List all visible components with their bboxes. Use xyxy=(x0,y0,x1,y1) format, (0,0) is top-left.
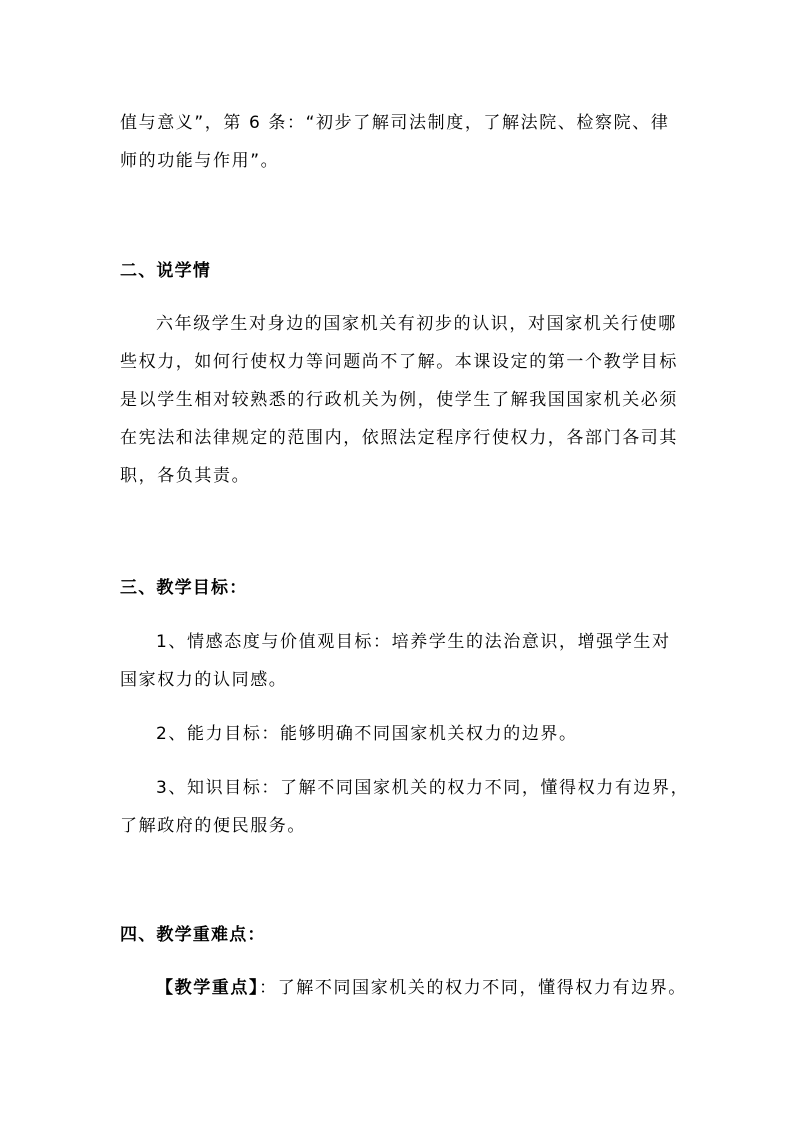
student-analysis-line-1: 六年级学生对身边的国家机关有初步的认识，对国家机关行使哪 xyxy=(156,314,677,334)
key-point-text: ：了解不同国家机关的权力不同，懂得权力有边界。 xyxy=(259,978,687,998)
key-point-label: 【教学重点】 xyxy=(156,978,260,998)
section-heading-key-points: 四、教学重难点： xyxy=(120,925,266,945)
goal-3-line-1: 3、知识目标：了解不同国家机关的权力不同，懂得权力有边界， xyxy=(156,778,690,798)
goal-3-line-2: 了解政府的便民服务。 xyxy=(120,816,306,836)
section-heading-student-analysis: 二、说学情 xyxy=(120,261,211,281)
goal-2: 2、能力目标：能够明确不同国家机关权力的边界。 xyxy=(156,724,578,744)
key-point-line xyxy=(156,978,687,998)
student-analysis-line-3: 是以学生相对较熟悉的行政机关为例，使学生了解我国国家机关必须 xyxy=(120,390,678,410)
student-analysis-line-2: 些权力，如何行使权力等问题尚不了解。本课设定的第一个教学目标 xyxy=(120,352,678,372)
student-analysis-line-5: 职，各负其责。 xyxy=(120,466,251,486)
goal-1-line-1: 1、情感态度与价值观目标：培养学生的法治意识，增强学生对 xyxy=(156,632,671,652)
student-analysis-line-4: 在宪法和法律规定的范围内，依照法定程序行使权力，各部门各司其 xyxy=(120,428,678,448)
goal-1-line-2: 国家权力的认同感。 xyxy=(120,670,288,690)
section-heading-teaching-goals: 三、教学目标： xyxy=(120,578,248,598)
paragraph-continuation-line-2: 师的功能与作用”。 xyxy=(120,151,280,171)
paragraph-continuation-line-1: 值与意义”，第 6 条：“初步了解司法制度，了解法院、检察院、律 xyxy=(120,113,670,133)
